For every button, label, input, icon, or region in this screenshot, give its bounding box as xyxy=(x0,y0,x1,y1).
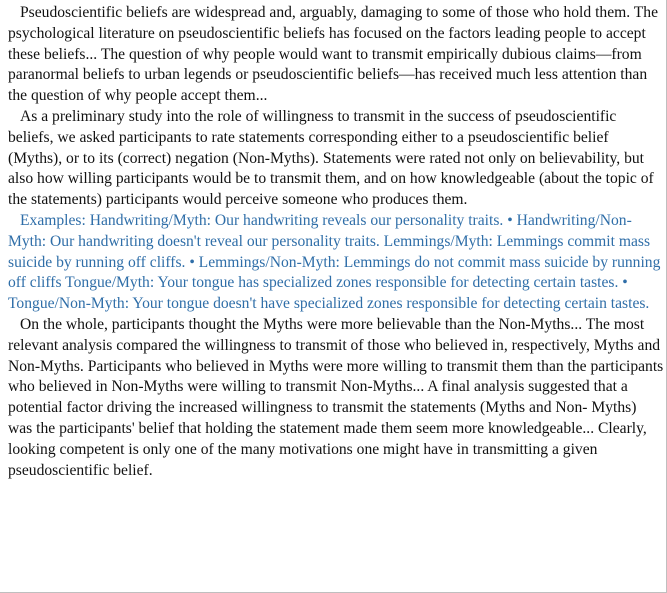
paragraph-results: On the whole, participants thought the Myths were more believable than the Non-Myths... The most relevant analysis compared the willingness to transmit of those who believed in, respectively, Myths and Non-Myths. Participants who believed in Myths were more willing to transmit them than the participants who believed in Non-Myths were willing to transmit Non-Myths... A final analysis suggested that a potential factor driving the increased willingness to transmit the statements (Myths and Non- Myths) was the participants' belief that holding the statement made them seem more knowledgeable... Clearly, looking competent is only one of the many motivations one might have in transmitting a given pseudoscientific belief. xyxy=(8,315,664,479)
paragraph-examples: Examples: Handwriting/Myth: Our handwriting reveals our personality traits. • Handwriting/Non-Myth: Our handwriting doesn't reveal our personality traits. Lemmings/Myth: Lemmings commit mass suicide by running off cliffs. • Lemmings/Non-Myth: Lemmings do not commit mass suicide by running off cliffs Tongue/Myth: Your tongue has specialized zones responsible for detecting certain tastes. • Tongue/Non-Myth: Your tongue doesn't have specialized zones responsible for detecting certain tastes. xyxy=(8,211,661,313)
paragraph-intro: Pseudoscientific beliefs are widespread and, arguably, damaging to some of those who hold them. The psychological literature on pseudoscientific beliefs has focused on the factors leading people to accept these beliefs... The question of why people would want to transmit empirically dubious claims—from paranormal beliefs to urban legends or pseudoscientific beliefs—has received much less attention than the question of why people accept them... xyxy=(8,4,659,105)
paragraph-study-design: As a preliminary study into the role of willingness to transmit in the success of pseudoscientific beliefs, we asked participants to rate statements corresponding either to a pseudoscientific belief (Myths), or to its (correct) negation (Non-Myths). Statements were rated not only on believability, but also how willing participants would be to transmit them, and on how knowledgeable (about the topic of the statements) participants would perceive someone who produces them. xyxy=(8,107,654,209)
passage-text xyxy=(8,3,664,481)
